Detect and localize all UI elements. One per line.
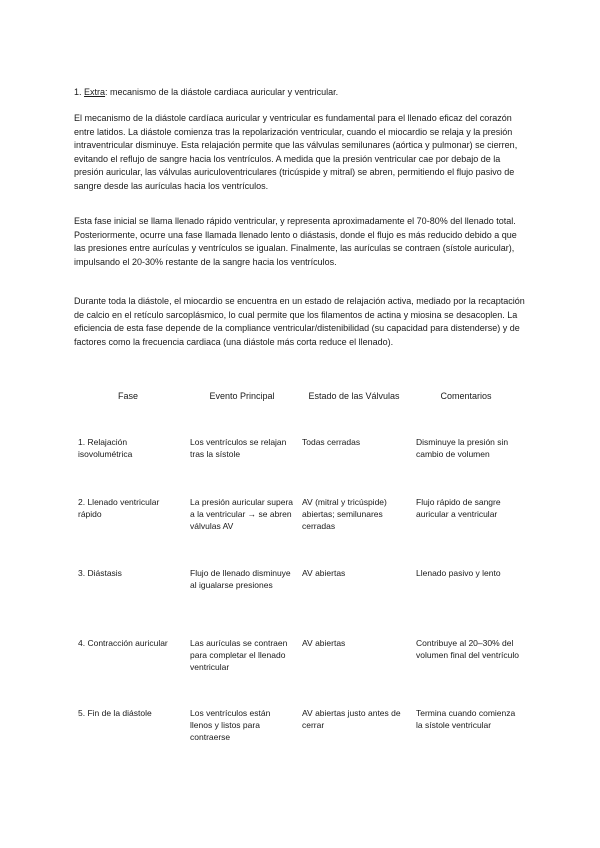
section-heading — [74, 86, 534, 98]
cell-evento: Los ventrículos se relajan tras la sístole — [190, 437, 287, 460]
cell-fase: 3. Diástasis — [78, 568, 122, 578]
heading-number: 1. — [74, 87, 82, 97]
cell-valvulas: AV (mitral y tricúspide) abiertas; semilunares cerradas — [302, 497, 387, 532]
cell-comentarios: Contribuye al 20–30% del volumen final del ventrículo — [416, 638, 520, 661]
header-evento: Evento Principal — [209, 391, 275, 401]
cell-comentarios: Flujo rápido de sangre auricular a ventricular — [416, 497, 501, 520]
cell-comentarios: Disminuye la presión sin cambio de volumen — [416, 437, 509, 460]
cell-valvulas: Todas cerradas — [302, 437, 361, 447]
cell-evento: Las aurículas se contraen para completar el llenado ventricular — [190, 638, 288, 673]
header-valvulas: Estado de las Válvulas — [308, 391, 400, 401]
paragraph-3: Durante toda la diástole, el miocardio se encuentra en un estado de relajación activa, mediado por la recaptación de calcio en el retículo sarcoplásmico, lo cual permite que los filamentos de actina y miosina se desacoplen. La eficiencia de esta fase depende de la compliance ventricular/distenibilidad (su capacidad para distenderse) y de factores como la frecuencia cardiaca (una diástole más corta reduce el llenado). — [74, 296, 525, 347]
cell-valvulas: AV abiertas — [302, 638, 346, 648]
cell-fase: 5. Fin de la diástole — [78, 708, 152, 718]
cell-fase: 2. Llenado ventricular rápido — [78, 497, 160, 520]
cell-valvulas: AV abiertas justo antes de cerrar — [302, 708, 401, 731]
heading-text: : mecanismo de la diástole cardiaca auricular y ventricular. — [105, 87, 339, 97]
heading-underlined-word: Extra — [84, 87, 106, 97]
cell-comentarios: Llenado pasivo y lento — [416, 568, 501, 578]
paragraph-1: El mecanismo de la diástole cardíaca auricular y ventricular es fundamental para el llenado eficaz del corazón entre latidos. La diástole comienza tras la repolarización ventricular, cuando el miocardio se relaja y la presión intraventricular disminuye. Esta relajación permite que las válvulas semilunares (aórtica y pulmonar) se cierren, evitando el reflujo de sangre hacia los ventrículos. A medida que la presión ventricular cae por debajo de la presión auricular, las válvulas auriculoventriculares (tricúspide y mitral) se abren, permitiendo el flujo pasivo de sangre desde las aurículas hacia los ventrículos. — [74, 113, 518, 191]
header-comentarios: Comentarios — [440, 391, 492, 401]
cell-evento: La presión auricular supera a la ventricular → se abren válvulas AV — [190, 497, 294, 532]
cell-evento: Flujo de llenado disminuye al igualarse presiones — [190, 568, 291, 591]
header-fase: Fase — [117, 391, 138, 401]
cell-comentarios: Termina cuando comienza la sístole ventricular — [416, 708, 516, 731]
paragraph-2: Esta fase inicial se llama llenado rápido ventricular, y representa aproximadamente el 70-80% del llenado total. Posteriormente, ocurre una fase llamada llenado lento o diástasis, donde el flujo es más reducido debido a que las presiones entre aurículas y ventrículos se igualan. Finalmente, las aurículas se contraen (sístole auricular), impulsando el 20-30% restante de la sangre hacia los ventrículos. — [74, 216, 517, 267]
cell-evento: Los ventrículos están llenos y listos para contraerse — [190, 708, 271, 743]
cell-fase: 4. Contracción auricular — [78, 638, 168, 648]
cell-fase: 1. Relajación isovolumétrica — [78, 437, 133, 460]
cell-valvulas: AV abiertas — [302, 568, 346, 578]
